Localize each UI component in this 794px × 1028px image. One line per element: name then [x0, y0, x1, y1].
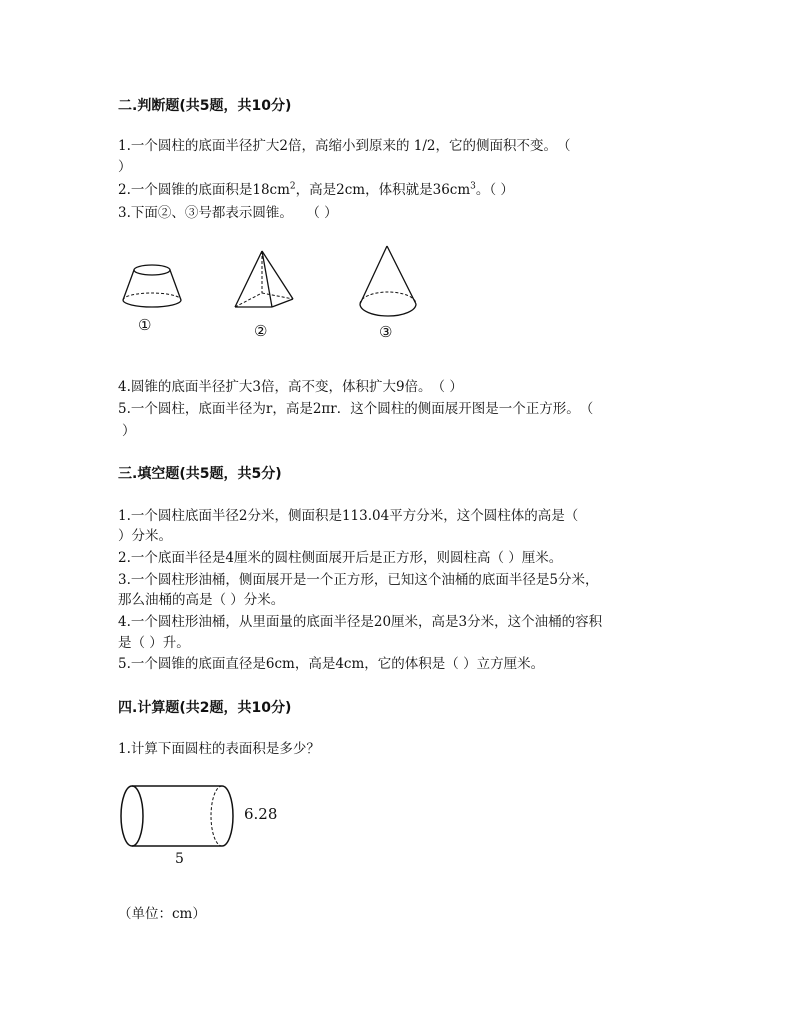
fill-q3-line1: 3.一个圆柱形油桶，侧面展开是一个正方形，已知这个油桶的底面半径是5分米， — [118, 572, 599, 588]
cylinder-length-label: 5 — [175, 851, 184, 867]
fill-q3-line2: 那么油桶的高是（ ）分米。 — [118, 592, 285, 608]
unit-note: （单位：cm） — [118, 906, 206, 922]
cylinder-diameter-label: 6.28 — [244, 805, 278, 823]
section-heading-judgment: 二.判断题(共5题，共10分) — [118, 98, 292, 114]
fill-q1-line2: ）分米。 — [118, 528, 172, 544]
fill-q5: 5.一个圆锥的底面直径是6cm，高是4cm，它的体积是（ ）立方厘米。 — [118, 656, 545, 672]
calc-q1: 1.计算下面圆柱的表面积是多少？ — [118, 741, 320, 757]
cone-figure — [356, 244, 420, 320]
judgment-q1-line2: ） — [118, 159, 132, 175]
fill-q2: 2.一个底面半径是4厘米的圆柱侧面展开后是正方形，则圆柱高（ ）厘米。 — [118, 550, 563, 566]
section-heading-calculation: 四.计算题(共2题，共10分) — [118, 700, 292, 716]
figure-label-1: ① — [138, 316, 152, 334]
superscript-2: 2 — [289, 181, 296, 192]
cylinder-figure — [118, 783, 242, 851]
fill-q1-line1: 1.一个圆柱底面半径2分米，侧面积是113.04平方分米，这个圆柱体的高是（ — [118, 508, 579, 524]
fill-q4-line1: 4.一个圆柱形油桶，从里面量的底面半径是20厘米，高是3分米，这个油桶的容积 — [118, 614, 603, 630]
judgment-q1-line1: 1.一个圆柱的底面半径扩大2倍，高缩小到原来的 1/2，它的侧面积不变。 （ — [118, 138, 571, 154]
figure-label-3: ③ — [379, 323, 393, 341]
figure-label-2: ② — [254, 322, 268, 340]
judgment-q5-line1: 5.一个圆柱，底面半径为r，高是2πr．这个圆柱的侧面展开图是一个正方形。 （ — [118, 401, 594, 417]
superscript-3: 3 — [470, 181, 476, 192]
judgment-q5-line2: ） — [122, 423, 136, 439]
judgment-q2-part-b: ，高是2cm，体积就是36cm — [295, 182, 471, 198]
judgment-q3: 3.下面②、③号都表示圆锥。 （ ） — [118, 205, 338, 221]
frustum-figure — [120, 262, 184, 312]
judgment-q2-part-c: 。（ ） — [475, 182, 514, 198]
fill-q4-line2: 是（ ）升。 — [118, 635, 190, 651]
pyramid-figure — [232, 249, 296, 311]
judgment-q2-part-a: 2.一个圆锥的底面积是18cm — [118, 182, 290, 198]
section-heading-fill-blank: 三.填空题(共5题，共5分) — [118, 466, 282, 482]
judgment-q4: 4.圆锥的底面半径扩大3倍，高不变，体积扩大9倍。 （ ） — [118, 379, 463, 395]
judgment-q2 — [118, 181, 514, 199]
